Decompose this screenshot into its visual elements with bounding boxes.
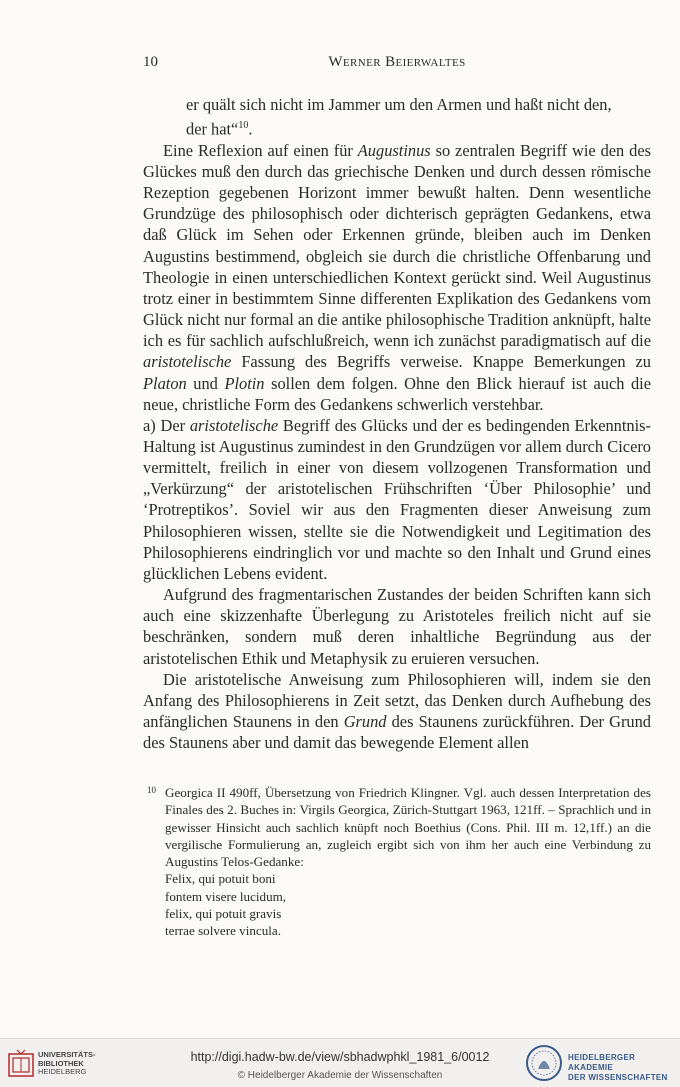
quote-line: der hat“$^{10}$. [186,119,253,139]
academy-name: HEIDELBERGER AKADEMIE DER WISSENSCHAFTEN [568,1053,668,1082]
footnote-number: 10 [147,785,156,795]
paragraph: Eine Reflexion auf einen für Augustinus so zentralen Begriff wie den des Glückes muß den durch das griechische Denken und durch dessen römische Rezeption gegebenen Horizont immer bewußt halten. Denn wesentliche Grundzüge des philosophisch oder dichterisch geprägten Gedankens, etwa daß Glück im Sehen oder Erkennen gründe, bleiben auch im Denken Augustins bestimmend, obgleich sie durch die christliche Offenbarung und Theologie in einen unterschiedlichen Kontext gerückt sind. Weil Augustinus trotz einer in bestimmtem Sinne differenten Explikation des Gedankens vom Glück nicht nur formal an die antike philosophische Tradition anknüpft, halte ich es für sachlich aufschlußreich, wenn ich zunächst paradigmatisch auf die aristotelische Fassung des Begriffs verweise. Knappe Bemerkungen zu Platon und Plotin sollen dem folgen. Ohne den Blick hierauf ist auch die neue, christliche Form des Gedankens schwerlich verstehbar. [143,140,652,414]
paragraph: Die aristotelische Anweisung zum Philosophieren will, indem sie den Anfang des Philosophierens in Zeit setzt, das Denken durch Aufhebung des anfänglichen Staunens in den Grund des Staunens zurückführen. Der Grund des Staunens aber und damit das bewegende Element allen [143,669,651,753]
paragraph: Aufgrund des fragmentarischen Zustandes der beiden Schriften kann sich auch eine skizzenhafte Überlegung zu Aristoteles freilich nicht auf sie beschränken, sondern muß deren inhaltliche Begründung aus der aristotelischen Ethik und Metaphysik zu eruieren versuchen. [143,585,651,668]
verse-line: Felix, qui potuit boni [165,871,276,887]
main-text [143,94,651,753]
quote-line: er quält sich nicht im Jammer um den Armen und haßt nicht den, [186,95,612,114]
verse-line: fontem visere lucidum, [165,888,287,904]
footnote-verse [165,870,651,939]
academy-seal-icon [525,1044,563,1082]
footnote-text: Georgica II 490ff, Übersetzung von Friedrich Klingner. Vgl. auch dessen Interpretation des Finales des 2. Buches in: Virgils Georgica, Zürich-Stuttgart 1963, 121ff. – Sprachlich und in gewisser Hinsicht auch sachlich knüpft noch Boethius (Cons. Phil. III m. 12,1ff.) an die vergilische Formulierung an, zugleich ergibt sich von ihm her auch eine Verbindung zu Augustins Telos-Gedanke: [165,785,651,870]
page-number: 10 [143,54,158,70]
footnote [143,784,651,940]
university-library-name: UNIVERSITÄTS- BIBLIOTHEK HEIDELBERG [38,1050,96,1076]
viewer-footer [0,1038,680,1087]
copyright-notice: © Heidelberger Akademie der Wissenschaften [237,1070,443,1081]
verse-line: terrae solvere vincula. [165,923,281,939]
verse-line: felix, qui potuit gravis [165,906,282,922]
permalink-url[interactable]: http://digi.hadw-bw.de/view/sbhadwphkl_1981_6/0012 [190,1050,490,1064]
footnote-ref: 10 [238,120,249,132]
running-head-author: Werner Beierwaltes [328,54,466,70]
running-header [143,54,651,74]
paragraph: a) Der aristotelische Begriff des Glücks und der es bedingenden Erkenntnis-Haltung ist Augustinus zumindest in den Grundzügen vor allem durch Cicero vermittelt, freilich in einer von diesem vollzogenen Transformation und „Verkürzung“ der aristotelischen Frühschriften ‘Über Philosophie’ und ‘Protreptikos’. Soviel wir aus den Fragmenten dieser Anweisung zum Philosophieren wissen, stellte sie die Notwendigkeit und Legitimation des Philosophierens eindringlich vor und machte so den Inhalt und Grund eines glücklichen Lebens evident. [143,415,651,583]
